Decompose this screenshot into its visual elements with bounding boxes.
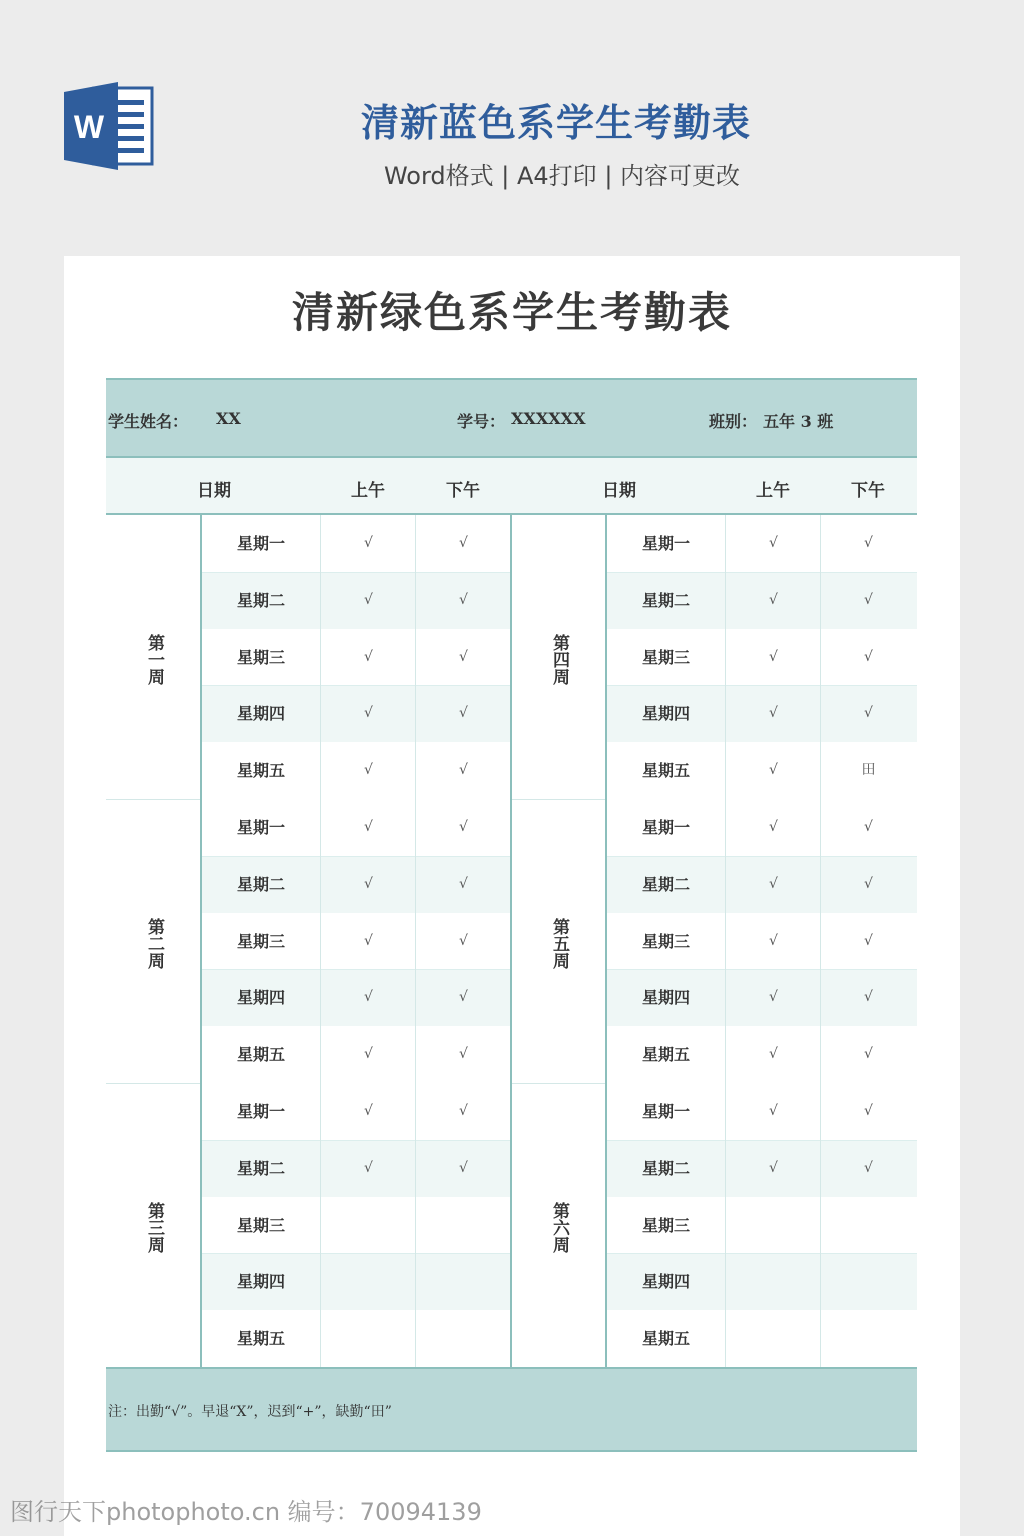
afternoon-mark-cell: √ — [864, 989, 873, 1006]
morning-mark-cell: √ — [769, 648, 778, 665]
weekday-cell: 星期四 — [236, 1272, 285, 1292]
morning-mark-cell: √ — [769, 875, 778, 892]
student-name-value: XX — [216, 409, 241, 428]
morning-mark-cell: √ — [364, 875, 373, 892]
afternoon-mark-cell: √ — [864, 591, 873, 608]
page-header-subtitle: Word格式 | A4打印 | 内容可更改 — [383, 162, 741, 190]
week-separator — [106, 799, 201, 800]
morning-mark-cell — [321, 1310, 416, 1367]
afternoon-mark-cell: √ — [864, 1046, 873, 1063]
morning-mark-cell: √ — [364, 1103, 373, 1119]
weekday-cell: 星期五 — [236, 1329, 285, 1349]
afternoon-mark-cell — [821, 1197, 916, 1254]
weekday-cell: 星期三 — [236, 931, 285, 951]
afternoon-mark-cell: √ — [459, 535, 468, 551]
weekday-cell: 星期一 — [236, 1102, 285, 1121]
student-id-label: 学号： — [457, 412, 506, 431]
watermark: 图行天下photophoto.cn 编号：70094139 — [10, 1498, 482, 1526]
grid-divider — [510, 515, 512, 1367]
afternoon-mark-cell: √ — [459, 1046, 468, 1063]
weekday-cell: 星期三 — [641, 931, 690, 951]
afternoon-mark-cell: √ — [459, 819, 468, 835]
afternoon-mark-cell — [821, 1253, 916, 1310]
week-label: 第五周 — [549, 917, 569, 969]
afternoon-mark-cell: √ — [864, 875, 873, 892]
weekday-cell: 星期四 — [641, 1272, 690, 1292]
student-name-label: 学生姓名： — [108, 412, 189, 431]
afternoon-mark-cell: √ — [459, 932, 468, 949]
grid-divider — [200, 515, 202, 1367]
morning-mark-cell: √ — [769, 535, 778, 551]
grid-divider — [725, 515, 726, 1367]
left-am-header: 上午 — [351, 481, 385, 501]
afternoon-mark-cell: √ — [864, 819, 873, 835]
weekday-cell: 星期四 — [236, 704, 285, 724]
weekday-cell: 星期五 — [236, 761, 285, 781]
morning-mark-cell — [321, 1197, 416, 1254]
class-value: 五年 3 班 — [763, 412, 834, 431]
morning-mark-cell: √ — [769, 932, 778, 949]
morning-mark-cell: √ — [769, 1159, 778, 1176]
week-separator — [511, 1083, 606, 1084]
student-id-value: XXXXXX — [511, 409, 586, 428]
weekday-cell: 星期五 — [641, 761, 690, 781]
weekday-cell: 星期二 — [641, 874, 690, 894]
week-label: 第四周 — [549, 633, 569, 685]
morning-mark-cell: √ — [364, 819, 373, 835]
page-header-title: 清新蓝色系学生考勤表 — [360, 101, 751, 145]
student-info-bar — [106, 380, 917, 458]
weekday-cell: 星期二 — [236, 1158, 285, 1178]
left-pm-header: 下午 — [446, 481, 480, 501]
weekday-cell: 星期一 — [641, 818, 690, 837]
afternoon-mark-cell: √ — [459, 591, 468, 608]
weekday-cell: 星期二 — [641, 590, 690, 610]
svg-text:W: W — [73, 109, 105, 145]
afternoon-mark-cell: √ — [459, 1103, 468, 1119]
document-title: 清新绿色系学生考勤表 — [291, 288, 732, 337]
weekday-cell: 星期五 — [236, 1045, 285, 1065]
weekday-cell: 星期一 — [641, 534, 690, 553]
morning-mark-cell: √ — [769, 989, 778, 1006]
morning-mark-cell: √ — [364, 932, 373, 949]
right-pm-header: 下午 — [851, 481, 885, 501]
afternoon-mark-cell: √ — [864, 1159, 873, 1176]
week-separator — [106, 1083, 201, 1084]
grid-divider — [820, 515, 821, 1367]
weekday-cell: 星期五 — [641, 1045, 690, 1065]
weekday-cell: 星期五 — [641, 1329, 690, 1349]
morning-mark-cell: √ — [769, 762, 778, 779]
morning-mark-cell: √ — [364, 762, 373, 779]
afternoon-mark-cell: √ — [459, 705, 468, 722]
afternoon-mark-cell — [821, 1310, 916, 1367]
weekday-cell: 星期四 — [641, 704, 690, 724]
weekday-cell: 星期二 — [236, 874, 285, 894]
morning-mark-cell: √ — [769, 1046, 778, 1063]
morning-mark-cell: √ — [769, 1103, 778, 1119]
week-label: 第六周 — [549, 1201, 569, 1253]
morning-mark-cell: √ — [364, 1159, 373, 1176]
column-header-row — [106, 458, 917, 515]
weekday-cell: 星期一 — [236, 818, 285, 837]
afternoon-mark-cell: √ — [459, 875, 468, 892]
week-label: 第一周 — [144, 633, 164, 685]
morning-mark-cell: √ — [364, 591, 373, 608]
morning-mark-cell: √ — [769, 705, 778, 722]
afternoon-mark-cell: √ — [459, 648, 468, 665]
weekday-cell: 星期三 — [236, 647, 285, 667]
afternoon-mark-cell — [416, 1197, 511, 1254]
morning-mark-cell: √ — [364, 648, 373, 665]
grid-divider — [415, 515, 416, 1367]
afternoon-mark-cell: √ — [864, 535, 873, 551]
morning-mark-cell: √ — [364, 705, 373, 722]
right-date-header: 日期 — [602, 481, 636, 501]
weekday-cell: 星期二 — [641, 1158, 690, 1178]
afternoon-mark-cell: √ — [864, 932, 873, 949]
grid-divider — [320, 515, 321, 1367]
right-am-header: 上午 — [756, 481, 790, 501]
weekday-cell: 星期二 — [236, 590, 285, 610]
morning-mark-cell: √ — [364, 1046, 373, 1063]
afternoon-mark-cell: √ — [459, 1159, 468, 1176]
weekday-cell: 星期四 — [236, 988, 285, 1008]
weekday-cell: 星期四 — [641, 988, 690, 1008]
week-separator — [511, 799, 606, 800]
weekday-cell: 星期三 — [641, 1215, 690, 1235]
week-label: 第三周 — [144, 1201, 164, 1253]
attendance-sheet — [106, 378, 917, 1452]
afternoon-mark-cell — [416, 1253, 511, 1310]
morning-mark-cell: √ — [769, 819, 778, 835]
afternoon-mark-cell: 田 — [861, 762, 876, 779]
morning-mark-cell — [321, 1253, 416, 1310]
morning-mark-cell — [726, 1310, 821, 1367]
weekday-cell: 星期三 — [641, 647, 690, 667]
morning-mark-cell: √ — [769, 591, 778, 608]
afternoon-mark-cell: √ — [864, 1103, 873, 1119]
week-label: 第二周 — [144, 917, 164, 969]
morning-mark-cell: √ — [364, 535, 373, 551]
afternoon-mark-cell — [416, 1310, 511, 1367]
grid-divider — [605, 515, 607, 1367]
weekday-cell: 星期一 — [641, 1102, 690, 1121]
afternoon-mark-cell: √ — [459, 989, 468, 1006]
legend-note-bar — [106, 1367, 917, 1450]
morning-mark-cell — [726, 1197, 821, 1254]
afternoon-mark-cell: √ — [864, 705, 873, 722]
afternoon-mark-cell: √ — [864, 648, 873, 665]
morning-mark-cell: √ — [364, 989, 373, 1006]
class-label: 班别： — [709, 412, 758, 431]
weekday-cell: 星期三 — [236, 1215, 285, 1235]
weekday-cell: 星期一 — [236, 534, 285, 553]
legend-note: 注：出勤“√”。早退“X”，迟到“+”，缺勤“田” — [108, 1404, 392, 1420]
afternoon-mark-cell: √ — [459, 762, 468, 779]
morning-mark-cell — [726, 1253, 821, 1310]
left-date-header: 日期 — [197, 481, 231, 501]
